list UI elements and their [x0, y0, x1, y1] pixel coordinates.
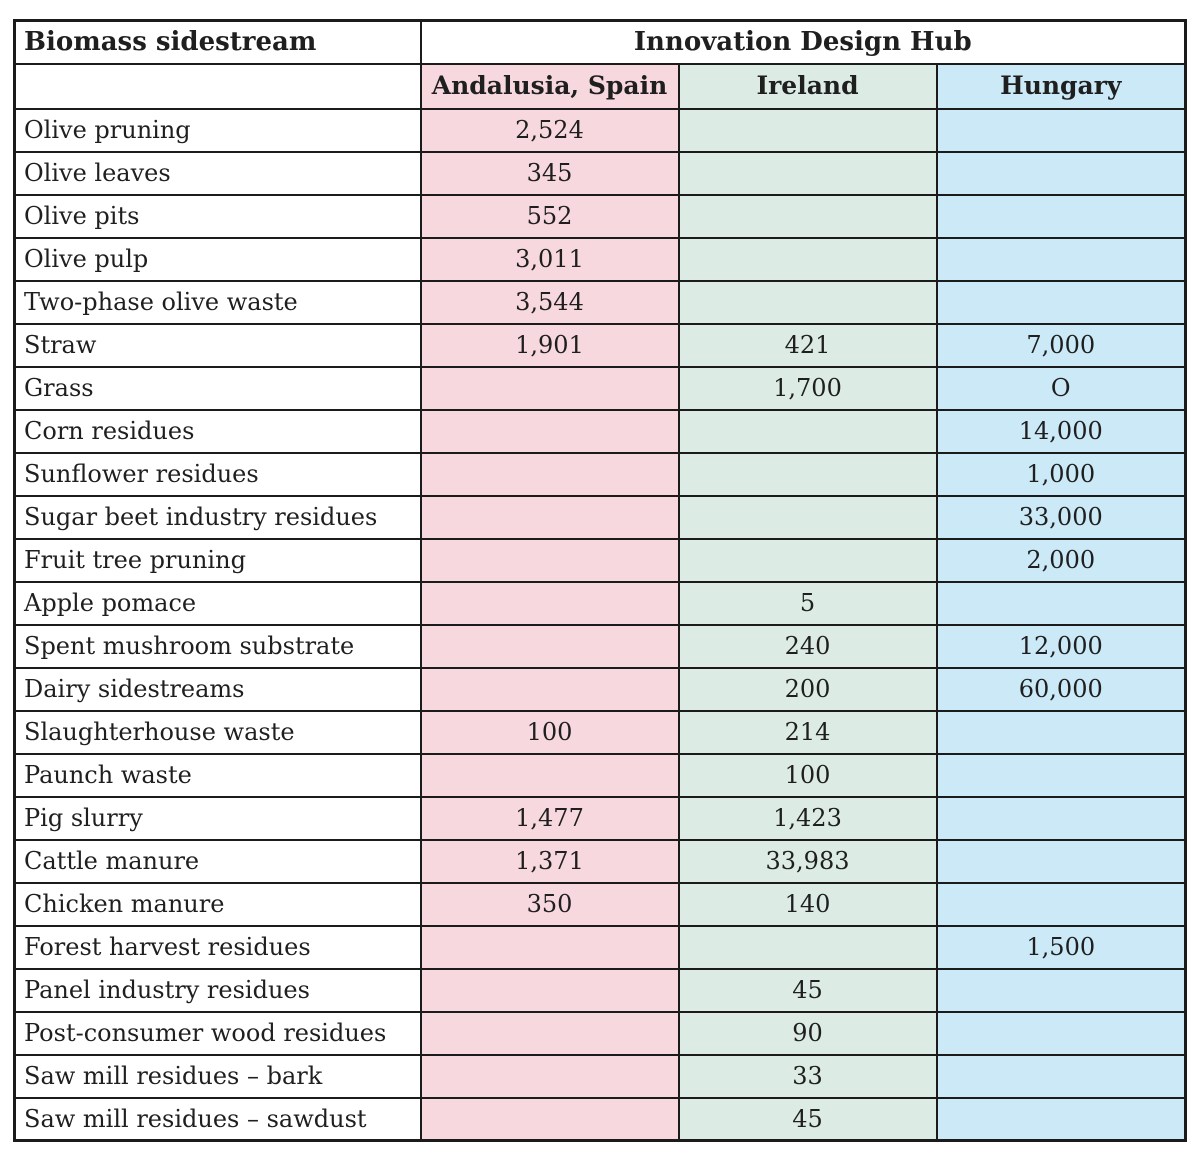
cell-ireland: 33,983 — [679, 840, 937, 883]
cell-hungary — [937, 754, 1186, 797]
row-label: Corn residues — [15, 410, 421, 453]
cell-ireland — [679, 453, 937, 496]
cell-andalusia-spain — [421, 496, 679, 539]
column-header-hungary: Hungary — [937, 64, 1186, 109]
row-label: Chicken manure — [15, 883, 421, 926]
row-label: Olive pruning — [15, 109, 421, 152]
cell-andalusia-spain: 1,371 — [421, 840, 679, 883]
cell-hungary: 12,000 — [937, 625, 1186, 668]
cell-andalusia-spain: 3,011 — [421, 238, 679, 281]
cell-andalusia-spain — [421, 1055, 679, 1098]
table-row — [15, 281, 1186, 324]
cell-ireland: 100 — [679, 754, 937, 797]
row-label: Two-phase olive waste — [15, 281, 421, 324]
cell-ireland — [679, 496, 937, 539]
cell-ireland: 214 — [679, 711, 937, 754]
table-row — [15, 668, 1186, 711]
row-label: Dairy sidestreams — [15, 668, 421, 711]
cell-hungary — [937, 195, 1186, 238]
cell-ireland: 240 — [679, 625, 937, 668]
empty-header-cell — [15, 64, 421, 109]
column-header-ireland: Ireland — [679, 64, 937, 109]
cell-hungary: 1,500 — [937, 926, 1186, 969]
column-header-andalusia-spain: Andalusia, Spain — [421, 64, 679, 109]
cell-hungary: 14,000 — [937, 410, 1186, 453]
cell-hungary: O — [937, 367, 1186, 410]
group-header-row — [15, 21, 1186, 64]
cell-hungary: 2,000 — [937, 539, 1186, 582]
table-row — [15, 1055, 1186, 1098]
cell-hungary: 60,000 — [937, 668, 1186, 711]
cell-hungary — [937, 281, 1186, 324]
cell-andalusia-spain: 1,901 — [421, 324, 679, 367]
biomass-sidestream-header: Biomass sidestream — [15, 21, 421, 64]
table-row — [15, 754, 1186, 797]
cell-andalusia-spain — [421, 539, 679, 582]
row-label: Pig slurry — [15, 797, 421, 840]
cell-hungary — [937, 109, 1186, 152]
row-label: Fruit tree pruning — [15, 539, 421, 582]
table-row — [15, 582, 1186, 625]
cell-ireland: 421 — [679, 324, 937, 367]
cell-hungary — [937, 1012, 1186, 1055]
table-row — [15, 883, 1186, 926]
table-row — [15, 195, 1186, 238]
cell-ireland — [679, 539, 937, 582]
cell-ireland: 1,700 — [679, 367, 937, 410]
cell-hungary — [937, 238, 1186, 281]
cell-ireland: 1,423 — [679, 797, 937, 840]
table-row — [15, 324, 1186, 367]
table-row — [15, 367, 1186, 410]
row-label: Saw mill residues – bark — [15, 1055, 421, 1098]
cell-andalusia-spain: 3,544 — [421, 281, 679, 324]
row-label: Straw — [15, 324, 421, 367]
cell-ireland: 200 — [679, 668, 937, 711]
cell-hungary — [937, 797, 1186, 840]
cell-andalusia-spain — [421, 969, 679, 1012]
cell-ireland: 45 — [679, 1098, 937, 1141]
cell-andalusia-spain — [421, 625, 679, 668]
cell-hungary — [937, 582, 1186, 625]
table-row — [15, 539, 1186, 582]
row-label: Panel industry residues — [15, 969, 421, 1012]
cell-hungary: 1,000 — [937, 453, 1186, 496]
region-header-row — [15, 64, 1186, 109]
table-row — [15, 1098, 1186, 1141]
table-row — [15, 238, 1186, 281]
cell-andalusia-spain — [421, 668, 679, 711]
row-label: Sunflower residues — [15, 453, 421, 496]
cell-ireland — [679, 281, 937, 324]
table-row — [15, 1012, 1186, 1055]
innovation-design-hub-header: Innovation Design Hub — [421, 21, 1186, 64]
cell-andalusia-spain — [421, 926, 679, 969]
cell-ireland — [679, 195, 937, 238]
cell-ireland: 33 — [679, 1055, 937, 1098]
table-row — [15, 926, 1186, 969]
cell-andalusia-spain: 552 — [421, 195, 679, 238]
cell-ireland: 140 — [679, 883, 937, 926]
cell-andalusia-spain — [421, 367, 679, 410]
cell-hungary — [937, 1098, 1186, 1141]
cell-andalusia-spain: 100 — [421, 711, 679, 754]
cell-ireland — [679, 152, 937, 195]
cell-andalusia-spain — [421, 1098, 679, 1141]
row-label: Saw mill residues – sawdust — [15, 1098, 421, 1141]
table-row — [15, 496, 1186, 539]
cell-andalusia-spain — [421, 453, 679, 496]
cell-ireland — [679, 238, 937, 281]
row-label: Post-consumer wood residues — [15, 1012, 421, 1055]
cell-andalusia-spain — [421, 582, 679, 625]
cell-ireland — [679, 926, 937, 969]
cell-andalusia-spain: 2,524 — [421, 109, 679, 152]
cell-andalusia-spain — [421, 1012, 679, 1055]
row-label: Olive pits — [15, 195, 421, 238]
table-body — [15, 109, 1186, 1141]
table-row — [15, 969, 1186, 1012]
table-row — [15, 840, 1186, 883]
row-label: Sugar beet industry residues — [15, 496, 421, 539]
table-row — [15, 453, 1186, 496]
cell-hungary — [937, 1055, 1186, 1098]
row-label: Apple pomace — [15, 582, 421, 625]
cell-hungary: 7,000 — [937, 324, 1186, 367]
row-label: Forest harvest residues — [15, 926, 421, 969]
cell-andalusia-spain: 1,477 — [421, 797, 679, 840]
row-label: Olive pulp — [15, 238, 421, 281]
cell-ireland — [679, 109, 937, 152]
cell-ireland — [679, 410, 937, 453]
row-label: Slaughterhouse waste — [15, 711, 421, 754]
cell-hungary — [937, 840, 1186, 883]
cell-andalusia-spain — [421, 754, 679, 797]
cell-hungary — [937, 883, 1186, 926]
table-row — [15, 109, 1186, 152]
table-row — [15, 625, 1186, 668]
cell-andalusia-spain — [421, 410, 679, 453]
cell-hungary — [937, 969, 1186, 1012]
row-label: Olive leaves — [15, 152, 421, 195]
cell-hungary — [937, 152, 1186, 195]
row-label: Spent mushroom substrate — [15, 625, 421, 668]
cell-hungary — [937, 711, 1186, 754]
table-row — [15, 410, 1186, 453]
row-label: Cattle manure — [15, 840, 421, 883]
table-row — [15, 797, 1186, 840]
table-row — [15, 152, 1186, 195]
table-row — [15, 711, 1186, 754]
cell-hungary: 33,000 — [937, 496, 1186, 539]
biomass-sidestream-table — [13, 19, 1187, 1142]
cell-ireland: 5 — [679, 582, 937, 625]
cell-andalusia-spain: 350 — [421, 883, 679, 926]
cell-ireland: 45 — [679, 969, 937, 1012]
row-label: Grass — [15, 367, 421, 410]
row-label: Paunch waste — [15, 754, 421, 797]
cell-ireland: 90 — [679, 1012, 937, 1055]
cell-andalusia-spain: 345 — [421, 152, 679, 195]
